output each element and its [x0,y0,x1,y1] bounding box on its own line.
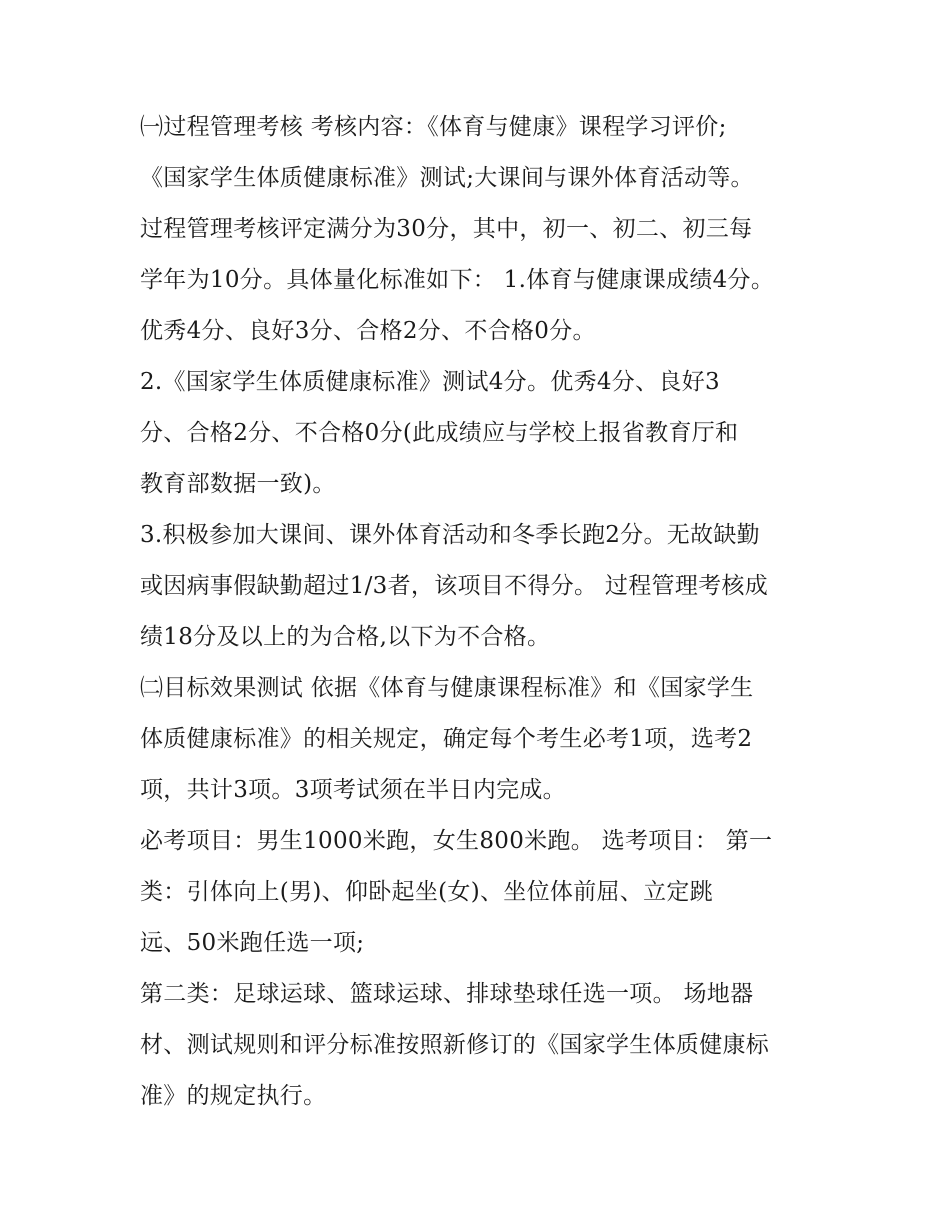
text-line: 准》的规定执行。 [140,1083,327,1109]
text-line: 或因病事假缺勤超过1/3者，该项目不得分。 过程管理考核成 [140,573,769,599]
text-line: 优秀4分、良好3分、合格2分、不合格0分。 [140,318,596,344]
text-line: 体质健康标准》的相关规定，确定每个考生必考1项，选考2 [140,726,753,752]
text-line: 类：引体向上(男)、仰卧起坐(女)、坐位体前屈、立定跳 [140,879,713,905]
text-line: ㈡目标效果测试 依据《体育与健康课程标准》和《国家学生 [140,675,754,701]
text-line: 项，共计3项。3项考试须在半日内完成。 [140,777,566,803]
text-line: 绩18分及以上的为合格,以下为不合格。 [140,624,551,650]
text-line: 2.《国家学生体质健康标准》测试4分。优秀4分、良好3 [140,369,720,395]
text-line: 材、测试规则和评分标准按照新修订的《国家学生体质健康标 [140,1032,770,1058]
text-line: 学年为10分。具体量化标准如下： 1.体育与健康课成绩4分。 [140,267,775,293]
text-line: 过程管理考核评定满分为30分，其中，初一、初二、初三每 [140,216,753,242]
text-line: 3.积极参加大课间、课外体育活动和冬季长跑2分。无故缺勤 [140,522,760,548]
text-line: ㈠过程管理考核 考核内容：《体育与健康》课程学习评价; [140,114,727,140]
text-line: 《国家学生体质健康标准》测试;大课间与课外体育活动等。 [140,165,754,191]
text-line: 第二类：足球运球、篮球运球、排球垫球任选一项。 场地器 [140,981,754,1007]
text-line: 教育部数据一致)。 [140,471,336,497]
text-line: 必考项目：男生1000米跑，女生800米跑。 选考项目： 第一 [140,828,773,854]
text-line: 远、50米跑任选一项; [140,930,365,956]
text-line: 分、合格2分、不合格0分(此成绩应与学校上报省教育厅和 [140,420,739,446]
document-body [140,102,830,1122]
